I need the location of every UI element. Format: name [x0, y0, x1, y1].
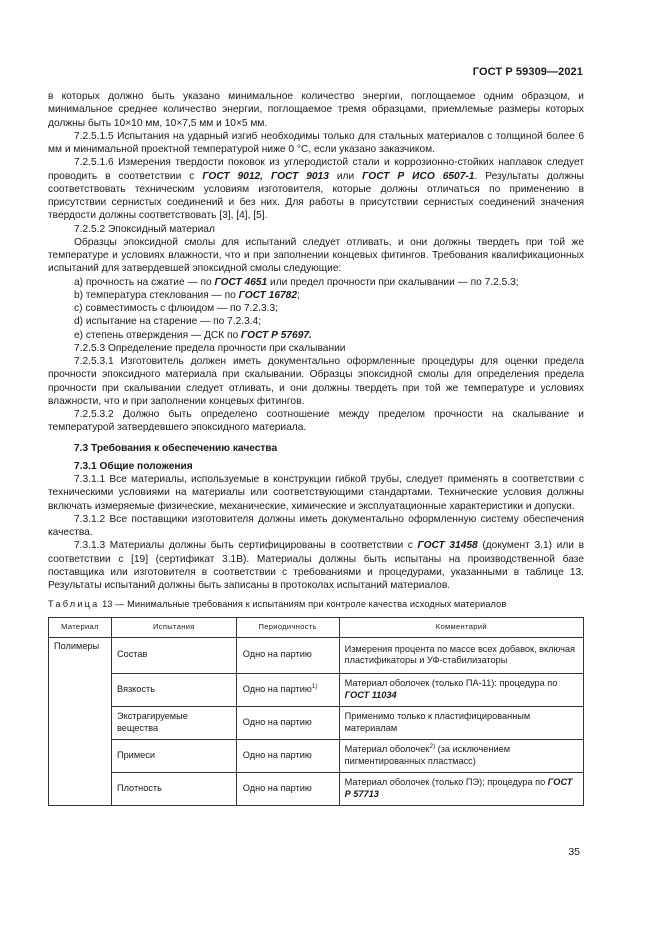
paragraph: 7.3.1.1 Все материалы, используемые в конструкции гибкой трубы, следует применять в соответствии с техническими условиями на материалы или соответствующими стандартами. Технические условия должны включать измеряемые физические, механические, химические и эксплуатационные характеристики и допуски. — [48, 474, 584, 512]
table-header-row — [49, 617, 584, 637]
period-cell: Одно на партию$^{1)}$ — [236, 673, 339, 706]
comment-cell: Материал оболочек (только ПА-11): процедура по ГОСТ 11034 — [339, 673, 583, 706]
comment-cell: Применимо только к пластифицированным материалам — [339, 706, 583, 739]
period-cell: Одно на партию — [236, 637, 339, 673]
paragraph: в которых должно быть указано минимальное количество энергии, поглощаемое одним образцом, и минимальное среднее количество энергии, поглощаемое тремя образцами, приемлемые размеры которых должны быть 10×10 мм, 10×7,5 мм и 10×5 мм. — [48, 91, 584, 129]
standard-reference: ГОСТ 11034 — [344, 689, 397, 700]
column-header: Комментарий — [339, 617, 583, 637]
list-item: c) совместимость с флюидом — по 7.2.3.3; — [74, 303, 278, 314]
footnote-marker: 1) — [311, 682, 318, 690]
list-item: e) степень отверждения — ДСК по ГОСТ Р 57697. — [74, 329, 312, 341]
standard-reference: ГОСТ 31458 — [417, 540, 478, 552]
paragraph: 7.2.5.3.1 Изготовитель должен иметь документально оформленные процедуры для оценки предела прочности эпоксидного материала при скалывании. Образцы эпоксидной смолы для определения предела прочности при скалывании следует отливать, и они должны твердеть при той же температуре и условиях влажности, что и при заполнении концевых фитингов. — [48, 356, 584, 407]
paragraph: 7.3.1.2 Все поставщики изготовителя должны иметь документально оформленную систему обеспечения качества. — [48, 513, 584, 538]
subsection-heading: 7.2.5.3 Определение предела прочности при скалывании — [74, 342, 346, 354]
paragraph: 7.2.5.3.2 Должно быть определено соотношение между пределом прочности на скалывание и температурой затвердевшего эпоксидного материала. — [48, 409, 584, 434]
requirements-table — [48, 617, 584, 806]
test-cell: Вязкость — [111, 673, 236, 706]
page-number: 35 — [568, 846, 580, 858]
standard-reference: ГОСТ 9012, ГОСТ 9013 — [202, 170, 329, 182]
period-cell: Одно на партию — [236, 706, 339, 739]
comment-cell: Материал оболочек$^{2)}$ (за исключением пигментированных пластмасс) — [339, 739, 583, 772]
comment-cell: Измерения процента по массе всех добавок, включая пластификаторы и УФ-стабилизаторы — [339, 637, 583, 673]
footnote-marker: 2) — [429, 742, 436, 750]
list-item: d) испытание на старение — по 7.2.3.4; — [74, 316, 262, 328]
table-row — [49, 739, 584, 772]
period-cell: Одно на партию — [236, 739, 339, 772]
standard-reference: ГОСТ 16782 — [238, 289, 297, 301]
paragraph: 7.2.5.1.5 Испытания на ударный изгиб необходимы только для стальных материалов с толщиной более 6 мм и минимальной проектной температурой ниже 0 °С, если указано заказчиком. — [48, 130, 584, 155]
paragraph: 7.3.1.3 Материалы должны быть сертифицированы в соответствии с ГОСТ 31458 (документ 3.1) или в соответствии с [19] (сертификат 3.1В). Материалы должны быть испытаны на производственной базе поставщика или изготовителя в соответствии с требованиями и процедурами, указанными в таблице 13. Результаты испытаний должны быть записаны в протоколах испытаний материалов. — [48, 540, 584, 591]
section-heading: 7.3 Требования к обеспечению качества — [74, 442, 278, 454]
material-cell: Полимеры — [49, 637, 112, 805]
page-content — [48, 90, 584, 806]
test-cell: Плотность — [111, 772, 236, 805]
test-cell: Примеси — [111, 739, 236, 772]
comment-cell: Материал оболочек (только ПЭ); процедура по ГОСТ Р 57713 — [339, 772, 583, 805]
table-row — [49, 673, 584, 706]
standard-reference: ГОСТ Р 57697. — [241, 329, 312, 341]
paragraph: Образцы эпоксидной смолы для испытаний следует отливать, и они должны твердеть при той же температуре и условиях влажности, что и при заполнении концевых фитингов. Требования квалификационных испытаний для затвердевшей эпоксидной смолы следующие: — [48, 236, 584, 275]
table-row — [49, 706, 584, 739]
column-header: Испытания — [111, 617, 236, 637]
standard-reference: ГОСТ 4651 — [214, 276, 268, 288]
table-row — [49, 637, 584, 673]
document-code: ГОСТ Р 59309—2021 — [472, 66, 583, 78]
section-heading: 7.3.1 Общие положения — [74, 460, 193, 472]
list-item: b) температура стеклования — по ГОСТ 16782; — [74, 289, 300, 301]
column-header: Материал — [49, 617, 112, 637]
list-item: a) прочность на сжатие — по ГОСТ 4651 или предел прочности при скалывании — по 7.2.5.3; — [74, 276, 519, 288]
test-cell: Состав — [111, 637, 236, 673]
standard-reference: ГОСТ Р 57713 — [344, 777, 573, 799]
table-caption: Таблица 13 — Минимальные требования к испытаниям при контроле качества исходных материалов — [48, 599, 507, 610]
period-cell: Одно на партию — [236, 772, 339, 805]
paragraph: 7.2.5.1.6 Измерения твердости поковок из углеродистой стали и коррозионно-стойких наплавок следует проводить в соответствии с ГОСТ 9012, ГОСТ 9013 или ГОСТ Р ИСО 6507-1. Результаты должны соответствовать техническим условиям изготовителя, которые должны отличаться по применению в присутствии сернистых соединений и без них. Для работы в присутствии сернистых соединений значения твердости должны соответствовать [3], [4], [5]. — [48, 157, 584, 222]
standard-reference: ГОСТ Р ИСО 6507-1 — [362, 170, 475, 182]
subsection-heading: 7.2.5.2 Эпоксидный материал — [74, 223, 215, 235]
test-cell: Экстрагируемые вещества — [111, 706, 236, 739]
column-header: Периодичность — [236, 617, 339, 637]
table-row — [49, 772, 584, 805]
